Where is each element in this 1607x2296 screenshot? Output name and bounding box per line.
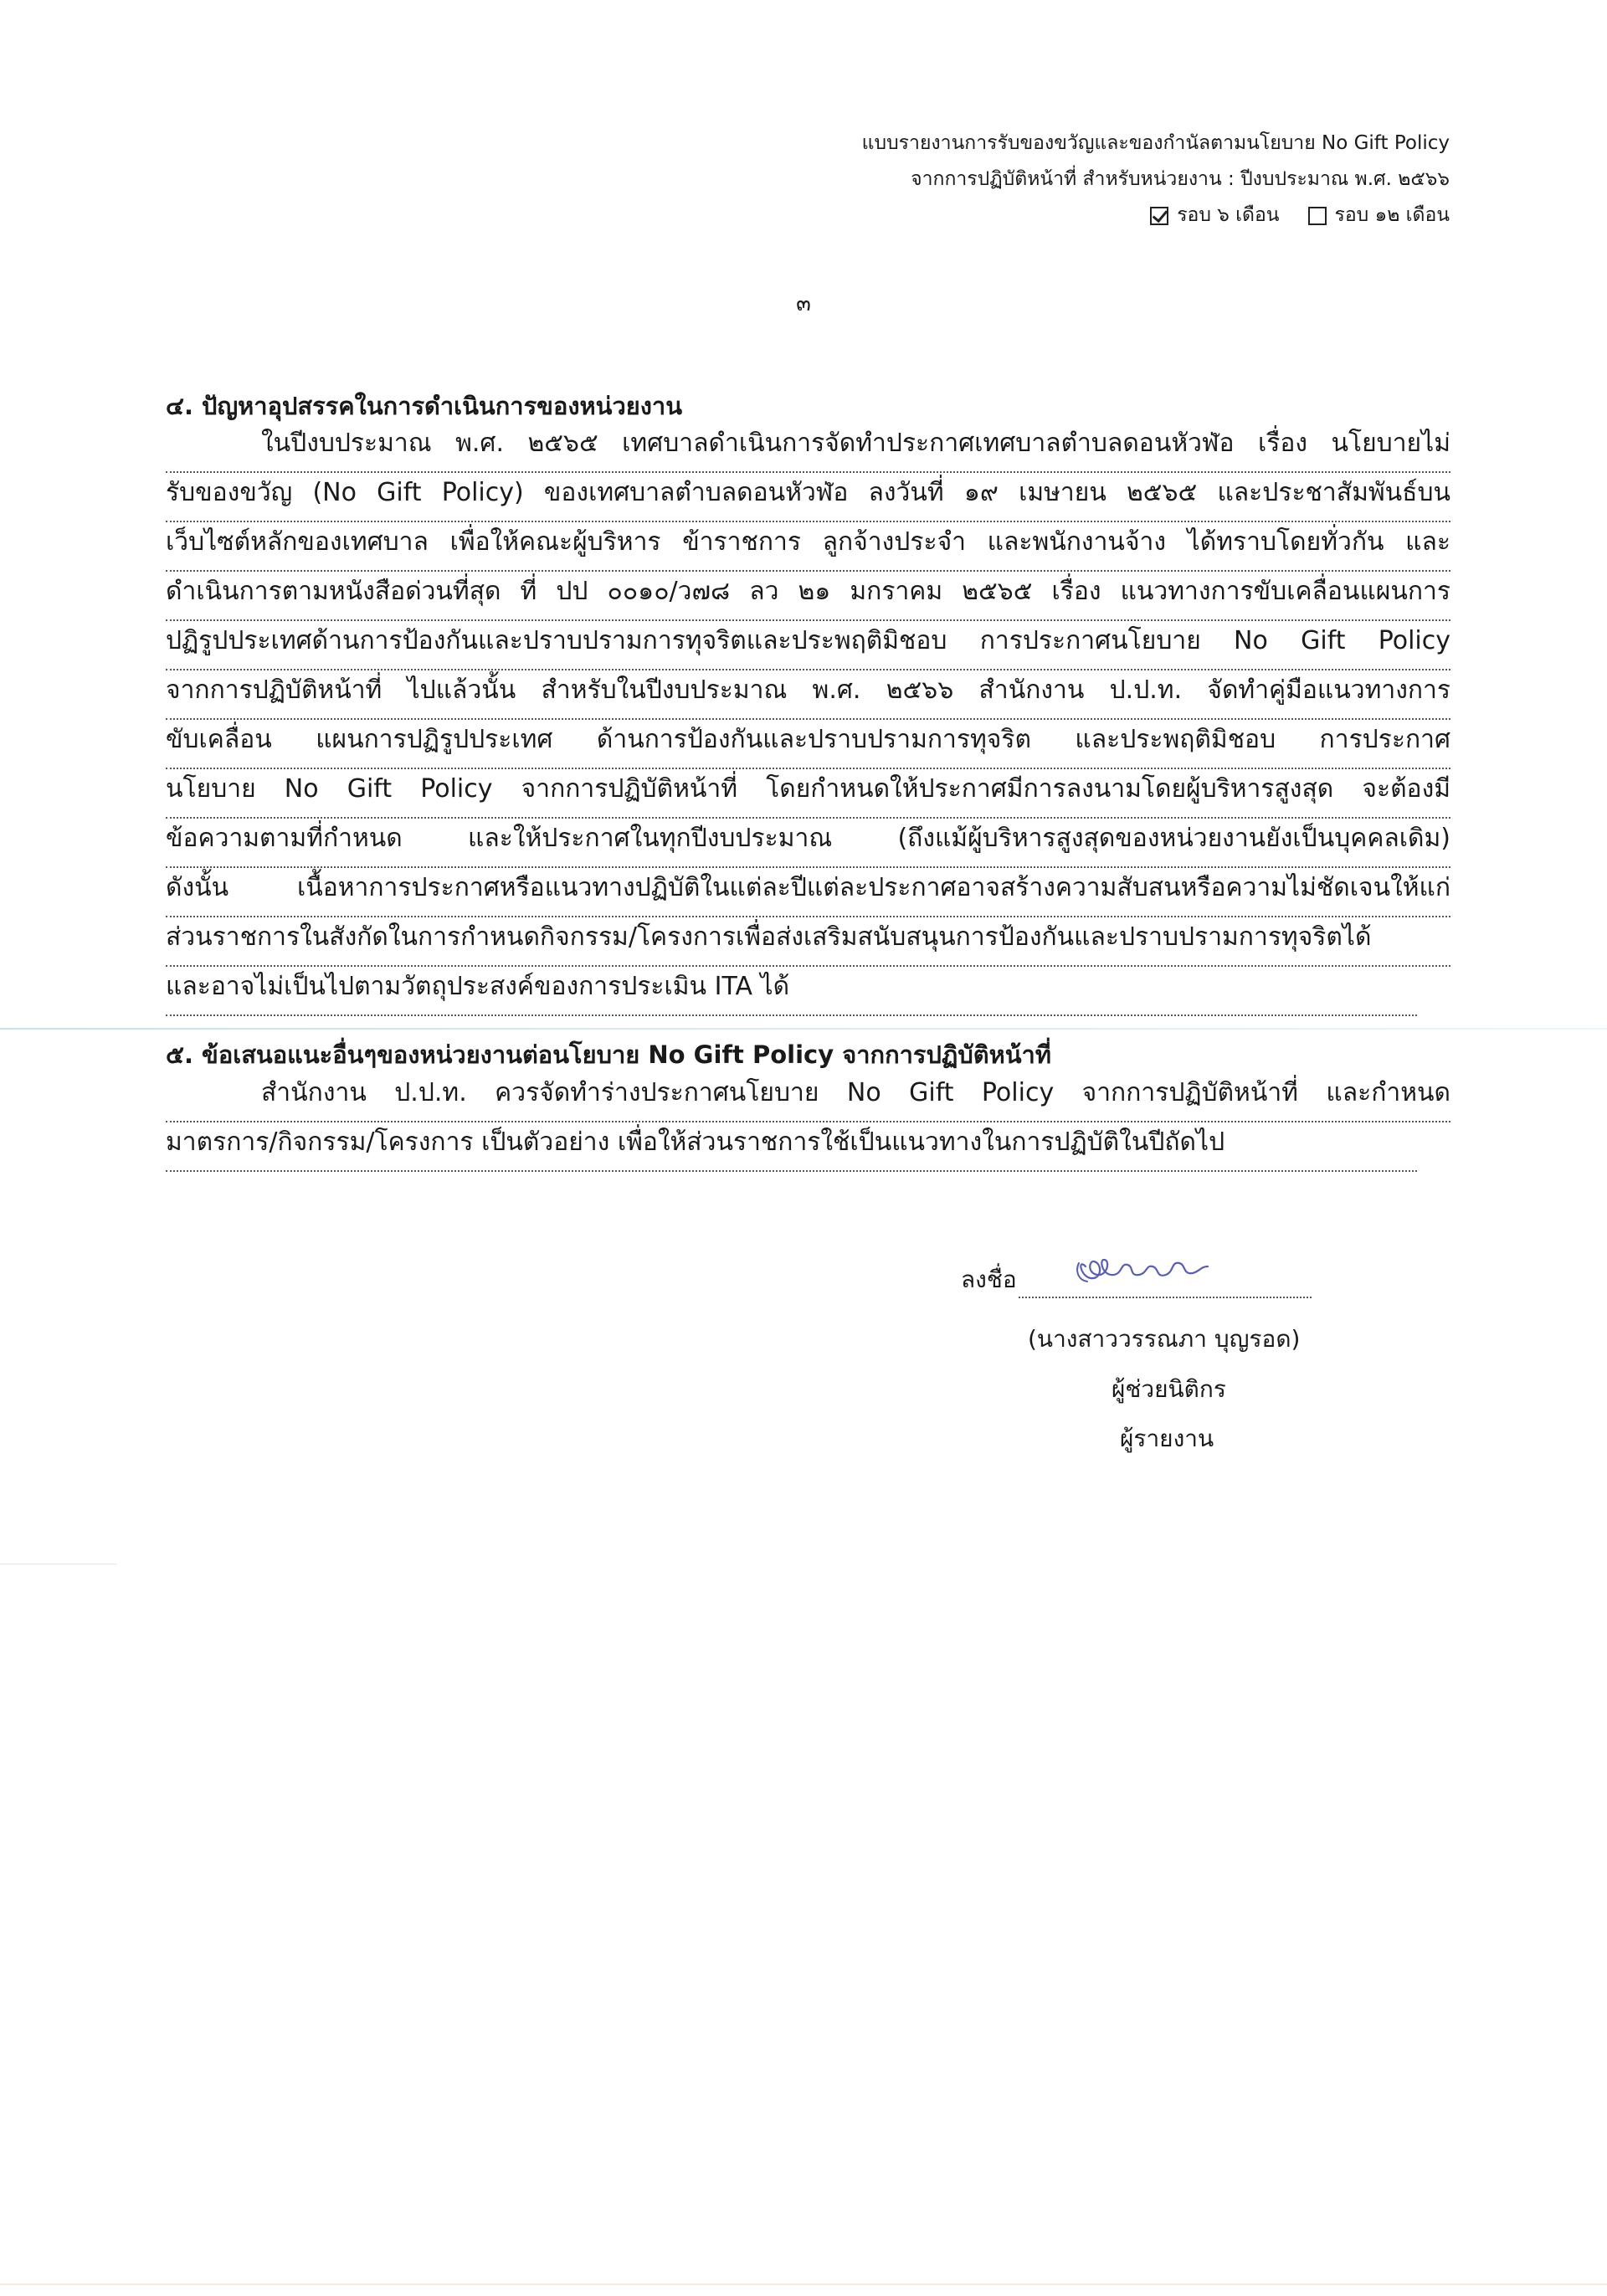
body-line: จากการปฏิบัติหน้าที่ ไปแล้วนั้น สำหรับในปีงบประมาณ พ.ศ. ๒๕๖๖ สำนักงาน ป.ป.ท. จัดทำคู่มือแนวทางการ bbox=[166, 670, 1450, 720]
section-5-body bbox=[166, 1073, 1450, 1172]
signer-position: ผู้ช่วยนิติกร bbox=[1112, 1375, 1226, 1403]
signature-label: ลงชื่อ bbox=[961, 1266, 1017, 1293]
scan-artifact-line bbox=[0, 2283, 1607, 2285]
section-5-heading: ๕. ข้อเสนอแนะอื่นๆของหน่วยงานต่อนโยบาย No Gift Policy จากการปฏิบัติหน้าที่ bbox=[166, 1040, 1051, 1069]
signer-role: ผู้รายงาน bbox=[1120, 1425, 1214, 1452]
reporting-round bbox=[862, 198, 1450, 238]
body-line: ส่วนราชการในสังกัดในการกำหนดกิจกรรม/โครงการเพื่อส่งเสริมสนับสนุนการป้องกันและปราบปรามการทุจริตได้ bbox=[166, 917, 1450, 967]
header-subtitle: จากการปฏิบัติหน้าที่ สำหรับหน่วยงาน : ปีงบประมาณ พ.ศ. ๒๕๖๖ bbox=[911, 168, 1450, 190]
body-line: ข้อความตามที่กำหนด และให้ประกาศในทุกปีงบประมาณ (ถึงแม้ผู้บริหารสูงสุดของหน่วยงานยังเป็นบุคคลเดิม) bbox=[166, 819, 1450, 868]
signature-row bbox=[961, 1260, 1312, 1298]
section-4-heading: ๔. ปัญหาอุปสรรคในการดำเนินการของหน่วยงาน bbox=[166, 392, 683, 420]
body-line: และอาจไม่เป็นไปตามวัตถุประสงค์ของการประเมิน ITA ได้ bbox=[166, 967, 1417, 1016]
body-line: ปฏิรูปประเทศด้านการป้องกันและปราบปรามการทุจริตและประพฤติมิชอบ การประกาศนโยบาย No Gift Policy bbox=[166, 621, 1450, 670]
body-line: ในปีงบประมาณ พ.ศ. ๒๕๖๕ เทศบาลดำเนินการจัดทำประกาศเทศบาลตำบลดอนหัวฬ่อ เรื่อง นโยบายไม่ bbox=[166, 424, 1450, 473]
body-line: สำนักงาน ป.ป.ท. ควรจัดทำร่างประกาศนโยบาย No Gift Policy จากการปฏิบัติหน้าที่ และกำหนด bbox=[166, 1073, 1450, 1122]
scan-artifact-line bbox=[0, 1028, 1607, 1030]
round-6-months bbox=[1150, 198, 1279, 234]
round-12-label: รอบ ๑๒ เดือน bbox=[1334, 204, 1450, 226]
body-line: ดำเนินการตามหนังสือด่วนที่สุด ที่ ปป ๐๐๑๐/ว๗๘ ลว ๒๑ มกราคม ๒๕๖๕ เรื่อง แนวทางการขับเคลื่อนแผนการ bbox=[166, 572, 1450, 621]
signature-line bbox=[1019, 1260, 1312, 1298]
header-title: แบบรายงานการรับของขวัญและของกำนัลตามนโยบาย No Gift Policy bbox=[861, 132, 1450, 154]
body-line: นโยบาย No Gift Policy จากการปฏิบัติหน้าที่ โดยกำหนดให้ประกาศมีการลงนามโดยผู้บริหารสูงสุด จะต้องมี bbox=[166, 769, 1450, 819]
round-6-label: รอบ ๖ เดือน bbox=[1177, 204, 1280, 226]
body-line: ขับเคลื่อน แผนการปฏิรูปประเทศ ด้านการป้องกันและปราบปรามการทุจริต และประพฤติมิชอบ การประกาศ bbox=[166, 720, 1450, 769]
body-line: มาตรการ/กิจกรรม/โครงการ เป็นตัวอย่าง เพื่อให้ส่วนราชการใช้เป็นแนวทางในการปฏิบัติในปีถัดไป bbox=[166, 1122, 1417, 1172]
section-4-body bbox=[166, 424, 1450, 1016]
signer-name: (นางสาววรรณภา บุญรอด) bbox=[1028, 1325, 1301, 1353]
round-12-months bbox=[1308, 198, 1450, 234]
handwritten-signature-icon bbox=[1069, 1241, 1236, 1292]
body-line: รับของขวัญ (No Gift Policy) ของเทศบาลตำบลดอนหัวฬ่อ ลงวันที่ ๑๙ เมษายน ๒๕๖๕ และประชาสัมพันธ์บน bbox=[166, 473, 1450, 522]
checkbox-checked-icon bbox=[1150, 207, 1168, 225]
checkbox-empty-icon bbox=[1308, 207, 1327, 225]
report-header bbox=[862, 126, 1450, 238]
page-number: ๓ bbox=[796, 291, 811, 316]
body-line: ดังนั้น เนื้อหาการประกาศหรือแนวทางปฏิบัติในแต่ละปีแต่ละประกาศอาจสร้างความสับสนหรือความไม่ชัดเจนให้แก่ bbox=[166, 868, 1450, 917]
body-line: เว็บไซต์หลักของเทศบาล เพื่อให้คณะผู้บริหาร ข้าราชการ ลูกจ้างประจำ และพนักงานจ้าง ได้ทราบโดยทั่วกัน และ bbox=[166, 522, 1450, 572]
